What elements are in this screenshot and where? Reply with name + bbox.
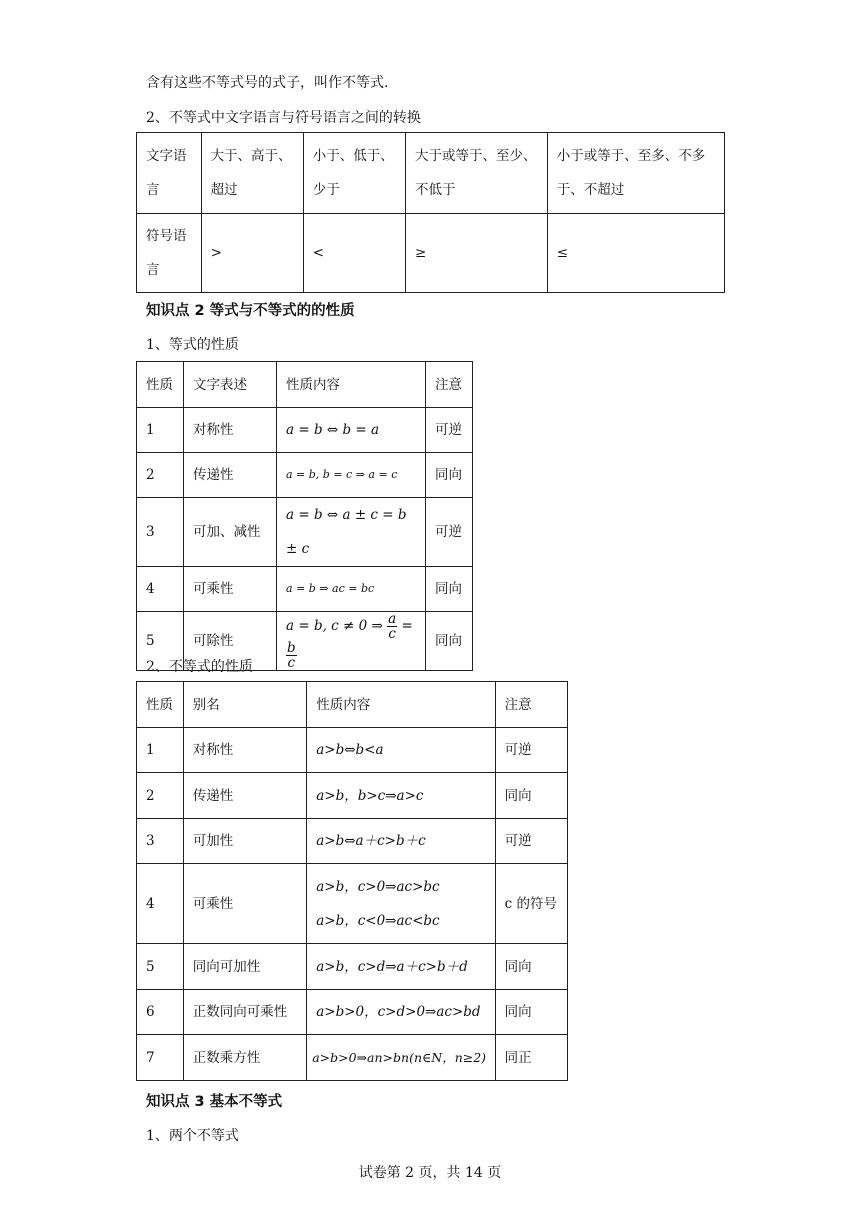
ineq-no: 5 [137, 944, 184, 990]
kp2-title: 知识点 2 等式与不等式的的性质 [146, 303, 355, 319]
eq-header-desc: 文字表述 [184, 362, 277, 408]
ineq-name: 可加性 [183, 819, 306, 864]
table-row [137, 728, 568, 773]
table-row [137, 773, 568, 819]
ineq-name: 可乘性 [183, 864, 306, 944]
table-row [137, 567, 473, 612]
cell-less: 小于、低于、少于 [303, 133, 405, 214]
ineq-note: 同向 [495, 773, 567, 819]
eq-header-note: 注意 [426, 362, 473, 408]
eq-header-content: 性质内容 [277, 362, 426, 408]
page-footer: 试卷第 2 页，共 14 页 [358, 1165, 502, 1181]
ineq-note: 可逆 [495, 819, 567, 864]
frac-num: b [287, 640, 296, 656]
eq-content: a = b, b = c ⇒ a = c [277, 453, 426, 498]
eq-name: 传递性 [184, 453, 277, 498]
cell-ge-symbol: ≥ [406, 214, 548, 293]
eq-header-no: 性质 [137, 362, 184, 408]
ineq-header-note: 注意 [495, 682, 567, 728]
eq-no: 1 [137, 408, 184, 453]
frac-num: a [388, 611, 397, 627]
eq-name: 可乘性 [184, 567, 277, 612]
ineq-name: 对称性 [183, 728, 306, 773]
ineq-no: 2 [137, 773, 184, 819]
fraction-a-over-c [387, 612, 397, 641]
cell-greater-equal: 大于或等于、至少、不低于 [406, 133, 548, 214]
inequality-table [136, 681, 568, 1081]
ineq-note: 同正 [495, 1035, 567, 1081]
ineq-no: 4 [137, 864, 184, 944]
table-row [137, 453, 473, 498]
ineq-props-title: 2、不等式的性质 [146, 659, 253, 675]
eq-no: 5 [137, 612, 184, 671]
eq-props-title: 1、等式的性质 [146, 337, 239, 353]
ineq-no: 3 [137, 819, 184, 864]
ineq-header-no: 性质 [137, 682, 184, 728]
ineq-name: 正数乘方性 [183, 1035, 306, 1081]
ineq-content: a>b>0，c>d>0⇒ac>bd [307, 990, 495, 1035]
eq-note: 同向 [426, 453, 473, 498]
cell-less-equal: 小于或等于、至多、不多于、不超过 [547, 133, 724, 214]
ineq-note: c 的符号 [495, 864, 567, 944]
table-row [137, 408, 473, 453]
ineq-content-line1: a>b，c>0⇒ac>bc [316, 878, 440, 895]
ineq-header-alias: 别名 [183, 682, 306, 728]
table-row [137, 498, 473, 567]
eq-content: a = b ⇔ a ± c = b ± c [277, 498, 426, 567]
eq-note: 同向 [426, 612, 473, 671]
eq-note: 同向 [426, 567, 473, 612]
eq-content-prefix: a = b, c ≠ 0 ⇒ [286, 618, 388, 634]
ineq-content: a>b，c>d⇒a＋c>b＋d [307, 944, 495, 990]
table-row [137, 864, 568, 944]
table-row [137, 990, 568, 1035]
ineq-note: 可逆 [495, 728, 567, 773]
eq-no: 3 [137, 498, 184, 567]
equality-table [136, 361, 473, 671]
cell-gt-symbol: > [201, 214, 303, 293]
ineq-name: 同向可加性 [183, 944, 306, 990]
ineq-content: a>b>0⇒an>bn(n∈N，n≥2) [307, 1035, 495, 1081]
ineq-content [307, 864, 495, 944]
eq-note: 可逆 [426, 498, 473, 567]
section2-title: 2、不等式中文字语言与符号语言之间的转换 [146, 110, 421, 126]
cell-lt-symbol: < [303, 214, 405, 293]
fraction-b-over-c [286, 641, 297, 670]
frac-den: c [287, 655, 296, 671]
cell-le-symbol: ≤ [547, 214, 724, 293]
eq-no: 2 [137, 453, 184, 498]
frac-den: c [388, 626, 396, 642]
ineq-no: 1 [137, 728, 184, 773]
ineq-content: a>b⇔a＋c>b＋c [307, 819, 495, 864]
cell-symbol-language: 符号语言 [137, 214, 202, 293]
intro-line: 含有这些不等式号的式子，叫作不等式. [146, 75, 389, 91]
ineq-header-content: 性质内容 [307, 682, 495, 728]
cell-greater: 大于、高于、超过 [201, 133, 303, 214]
eq-no: 4 [137, 567, 184, 612]
ineq-note: 同向 [495, 944, 567, 990]
ineq-no: 6 [137, 990, 184, 1035]
ineq-name: 传递性 [183, 773, 306, 819]
eq-content: a = b ⇒ ac = bc [277, 567, 426, 612]
two-ineq-title: 1、两个不等式 [146, 1128, 239, 1144]
eq-content: a = b ⇔ b = a [277, 408, 426, 453]
eq-name: 可除性 [184, 612, 277, 671]
ineq-no: 7 [137, 1035, 184, 1081]
eq-name: 对称性 [184, 408, 277, 453]
eq-content [277, 612, 426, 671]
table-row [137, 1035, 568, 1081]
eq-name: 可加、减性 [184, 498, 277, 567]
ineq-note: 同向 [495, 990, 567, 1035]
table-row [137, 944, 568, 990]
cell-text-language: 文字语言 [137, 133, 202, 214]
eq-sign: = [397, 618, 413, 634]
ineq-content: a>b⇔b<a [307, 728, 495, 773]
conversion-table [136, 132, 725, 293]
table-row [137, 819, 568, 864]
eq-note: 可逆 [426, 408, 473, 453]
ineq-name: 正数同向可乘性 [183, 990, 306, 1035]
kp3-title: 知识点 3 基本不等式 [146, 1094, 283, 1110]
ineq-content-line2: a>b，c<0⇒ac<bc [316, 912, 440, 929]
ineq-content: a>b，b>c⇒a>c [307, 773, 495, 819]
